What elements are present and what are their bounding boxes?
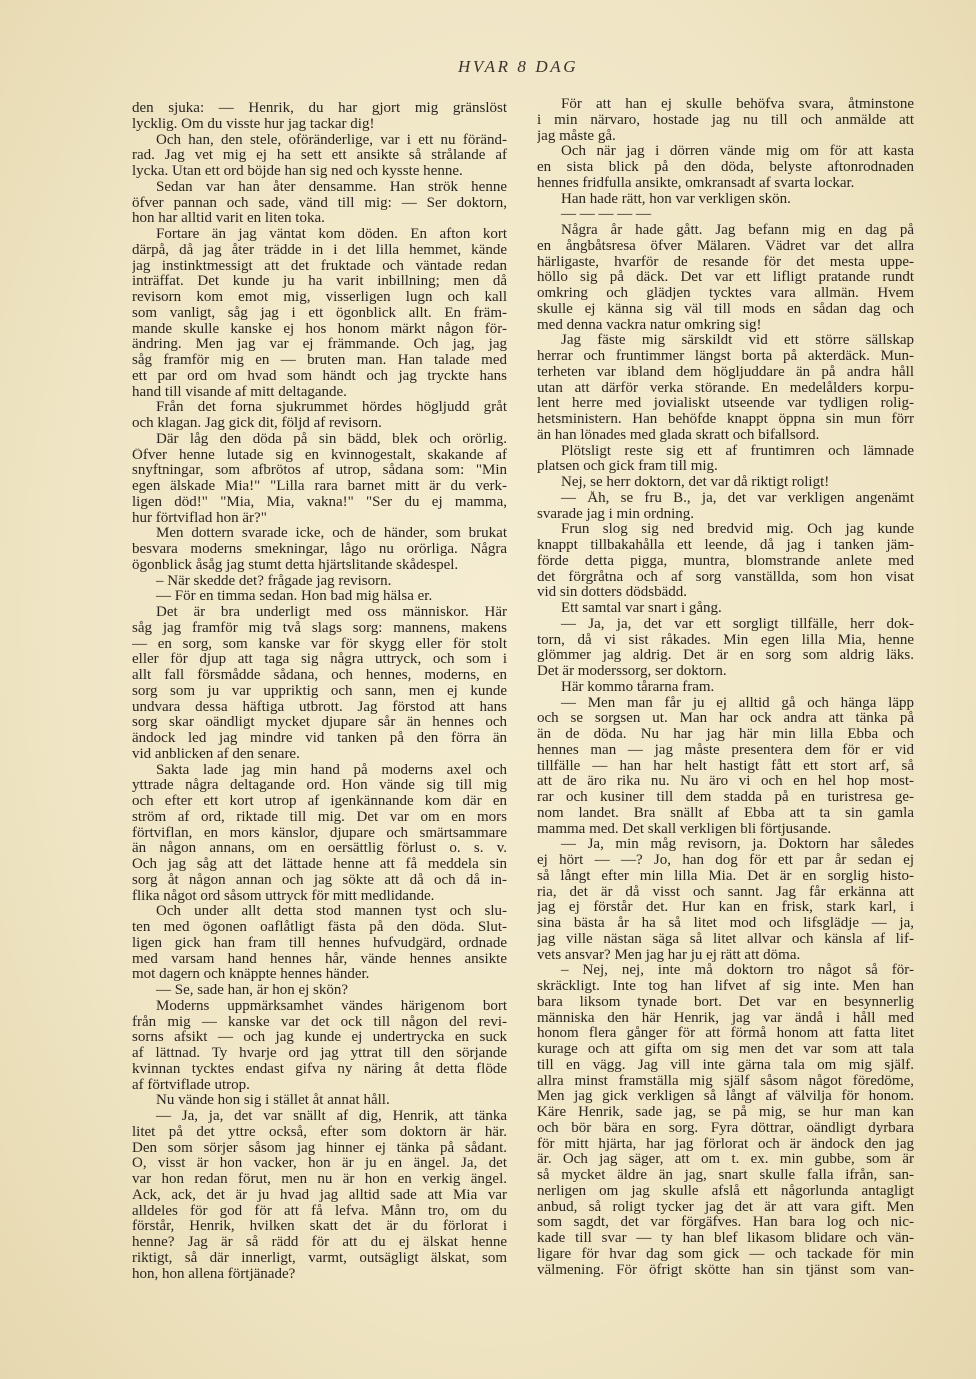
text-line: knappt tillbakahålla ett leende, då jag i tanken jäm- xyxy=(537,538,914,553)
text-line: jag måste gå. xyxy=(537,128,616,144)
text-line: lycklig. Om du visste hur jag tackar dig! xyxy=(132,116,375,132)
text-line: jag ej förstår det. Hur kan en frisk, stark karl, i xyxy=(537,900,914,916)
text-line: Men jag gick verkligen så långt af välvilja för honom. xyxy=(537,1089,914,1105)
text-line: O, visst är hon vacker, hon är ju en ängel. Ja, det xyxy=(132,1156,507,1172)
text-line: ten med ögonen oaflåtligt fästa på den döda. Slut- xyxy=(132,920,507,935)
paragraph xyxy=(537,963,914,1278)
text-line: Nej, se herr doktorn, det var då riktigt roligt! xyxy=(561,475,830,490)
text-line: att de äro rika nu. Nu äro vi och en hel hop most- xyxy=(537,774,914,790)
paragraph xyxy=(132,983,507,999)
running-header: HVAR 8 DAG xyxy=(458,57,579,76)
text-line: höllo sig på däck. Det var ett lifligt pratande rundt xyxy=(537,270,914,286)
text-line: Frun slog sig ned bredvid mig. Och jag kunde xyxy=(561,522,914,538)
paragraph xyxy=(132,1093,507,1109)
text-line: är. Och jag säger, att om t. ex. min gubbe, som är xyxy=(537,1152,914,1168)
text-line: ligen gick han fram till hennes hufvudgärd, ordnade xyxy=(132,935,507,951)
text-line: vid anblicken af den senare. xyxy=(132,746,300,762)
text-line: Och när jag i dörren vände mig om för att kasta xyxy=(561,144,914,160)
text-line: med denna vackra natur omkring sig! xyxy=(537,317,762,333)
text-line: tillfälle — han har helt hastigt fått ett stort arf, så xyxy=(537,758,914,774)
text-line: ligen död!" "Mia, Mia, vakna!" "Ser du ej mamma, xyxy=(132,494,507,510)
text-line: Sakta lade jag min hand på moderns axel och xyxy=(156,762,507,778)
text-line: Fortare än jag väntat kom döden. En afton kort xyxy=(156,227,507,242)
text-line: och efter ett kort utrop af igenkännande kom där en xyxy=(132,794,507,809)
text-line: nom landet. Bra snällt af Ebba att ta sin gamla xyxy=(537,805,914,821)
text-line: det förgråtna och af sorg vanställda, som hon visat xyxy=(537,569,914,585)
text-line: till en vägg. Jag vill inte gärna tala om mig själf. xyxy=(537,1057,914,1073)
text-line: Den som sörjer såsom jag hinner ej tänka på sådant. xyxy=(132,1140,507,1156)
text-line: — en sorg, som kanske var för skygg eller för stolt xyxy=(132,636,507,652)
text-line: därpå, då jag åter trädde in i det lilla hemmet, kände xyxy=(132,242,507,258)
paragraph xyxy=(537,333,914,443)
text-line: Från det forna sjukrummet hördes högljudd gråt xyxy=(156,400,507,416)
text-line: än han lönades med glada skratt och bifallsord. xyxy=(537,427,820,443)
text-line: från mig — kanske var det ock till någon del revi- xyxy=(132,1014,507,1030)
text-line: mot dagern och knäppte hennes händer. xyxy=(132,967,370,983)
text-line: henne? Jag är så rädd för att du ej älskat henne xyxy=(132,1235,507,1250)
paragraph xyxy=(132,574,507,590)
text-line: Öfver henne lutade sig en kvinnogestalt, skakande af xyxy=(132,447,507,463)
text-line: hennes man — jag måste presentera dem för er vid xyxy=(537,742,914,758)
text-line: — — — — — xyxy=(561,207,651,223)
text-line: än någon annans, om en oersättlig förlust o. s. v. xyxy=(132,841,507,857)
text-line: Men dottern svarade icke, och de händer, som brukat xyxy=(156,526,507,542)
paragraph xyxy=(132,589,507,605)
text-line: sorg skar oändligt mycket djupare sår än hennes och xyxy=(132,715,507,731)
text-line: hand till visande af mitt deltagande. xyxy=(132,384,347,400)
paragraph xyxy=(537,522,914,601)
text-line: eller för djup att taga sig några uttryck, och som i xyxy=(132,652,507,668)
paragraph xyxy=(537,192,914,208)
text-line: anbud, så roligt tycker jag det är att vara gift. Men xyxy=(537,1199,914,1215)
paragraph xyxy=(132,526,507,573)
paragraph xyxy=(132,605,507,763)
text-line: mande skulle kanske ej hos honom märkt någon för- xyxy=(132,321,507,337)
text-line: Här kommo tårarna fram. xyxy=(561,679,715,695)
text-line: förtviflan, en mors känslor, djupare och smärtsammare xyxy=(132,825,507,841)
text-line: var hon redan förut, men nu är hon en verkig ängel. xyxy=(132,1172,507,1187)
paragraph xyxy=(132,227,507,400)
text-line: Jag fäste mig särskildt vid ett större sällskap xyxy=(561,333,914,349)
text-line: Käre Henrik, sade jag, se på mig, se hur man kan xyxy=(537,1105,914,1120)
text-line: undvara dessa häftiga utbrott. Jag förstod att hans xyxy=(132,699,507,715)
text-line: utan att därför verka störande. En medelålders korpu- xyxy=(537,380,914,396)
text-line: så långt efter min lilla Mia. Det är en sorglig histo- xyxy=(537,868,914,884)
text-line: och se sorgsen ut. Man har ock andra att tänka på xyxy=(537,711,914,727)
text-line: välmening. För öfrigt skötte han sin tjänst som van- xyxy=(537,1262,914,1278)
text-line: ej hört — —? Jo, han dog för ett par år sedan ej xyxy=(537,853,914,868)
paragraph xyxy=(537,837,914,963)
paragraph xyxy=(537,223,914,333)
text-line: Och han, den stele, oföränderlige, var i ett nu föränd- xyxy=(156,132,507,148)
text-line: rad. Jag vet mig ej ha sett ett ansikte så strålande af xyxy=(132,148,507,164)
text-line: sina bästa år ha så litet mod och lifsglädje — ja, xyxy=(537,916,914,931)
paragraph xyxy=(537,444,914,476)
text-line: Det är bra underligt med oss människor. Här xyxy=(156,605,507,620)
text-line: allra minst framställa mig själf såsom något föredöme, xyxy=(537,1073,914,1089)
paragraph xyxy=(132,133,507,180)
paragraph xyxy=(132,763,507,905)
text-line: vid sin dotters dödsbädd. xyxy=(537,585,687,601)
paragraph xyxy=(537,491,914,523)
text-line: jag ville nästan säga så litet allvar och känsla af lif- xyxy=(537,931,914,947)
text-line: och klagan. Jag gick dit, följd af revisorn. xyxy=(132,416,382,431)
paragraph xyxy=(132,1109,507,1282)
text-line: såg framför mig en — bruten man. Han talade med xyxy=(132,353,507,368)
text-line: en ångbåtsresa öfver Mälaren. Vädret var det allra xyxy=(537,238,914,254)
paragraph xyxy=(537,144,914,191)
text-line: kade till svar — ty han blef likasom blidare och vän- xyxy=(537,1231,914,1246)
text-line: Där låg den döda på sin bädd, blek och orörlig. xyxy=(156,431,507,447)
text-line: öfver pannan och sade, vänd till mig: — Ser doktorn, xyxy=(132,195,507,211)
text-line: hon, hon allena förtjänade? xyxy=(132,1266,296,1282)
text-line: nerligen om jag skulle afslå ett någorlunda antagligt xyxy=(537,1183,914,1199)
paragraph xyxy=(132,180,507,227)
text-line: glömmer jag aldrig. Det är en sorg som aldrig läks. xyxy=(537,648,914,664)
paragraph xyxy=(537,207,914,223)
text-line: rar och kusiner till dem stadda på en turistresa ge- xyxy=(537,790,914,805)
text-line: Det är moderssorg, ser doktorn. xyxy=(537,664,727,679)
text-line: – När skedde det? frågade jag revisorn. xyxy=(156,573,392,589)
text-line: Plötsligt reste sig ett af fruntimren och lämnade xyxy=(561,443,914,459)
text-line: lent herre med jovialiskt utseende var tydligen rolig- xyxy=(537,396,914,412)
paragraph xyxy=(132,999,507,1094)
paragraph xyxy=(132,400,507,432)
text-line: omkring och glädjen tycktes vara allmän. Hvem xyxy=(537,286,914,301)
text-line: af förtviflade utrop. xyxy=(132,1077,250,1093)
text-line: människa den här Henrik, jag var ändå i håll med xyxy=(537,1010,914,1026)
text-line: den sjuka: — Henrik, du har gjort mig gränslöst xyxy=(132,101,507,116)
text-line: Nu vände hon sig i stället åt annat håll. xyxy=(156,1093,390,1109)
text-line: jag instinktmessigt att det fruktade och väntade redan xyxy=(132,258,507,274)
text-line: sorg åt någon annan och jag sökte att då och då in- xyxy=(132,872,507,888)
text-line: med varsam hand hennes hår, vände hennes ansikte xyxy=(132,951,507,967)
text-line: — Men man får ju ej alltid gå och hänga läpp xyxy=(561,695,914,711)
text-line: besvara moderns smekningar, lågo nu orörliga. Några xyxy=(132,542,507,557)
text-line: hetsministern. Han behöfde knappt öppna sin mun förr xyxy=(537,412,914,427)
text-line: lycka. Utan ett ord böjde han sig ned och kysste henne. xyxy=(132,164,463,179)
text-line: kvinnan tycktes endast gifva ny näring åt detta flöde xyxy=(132,1061,507,1077)
text-line: Han hade rätt, hon var verkligen skön. xyxy=(561,191,791,207)
text-line: egen älskade Mia!" "Lilla rara barnet mitt är du verk- xyxy=(132,479,507,494)
text-line: förstår, Henrik, hvilken skatt det är du förlorat i xyxy=(132,1219,507,1235)
text-line: ett par ord om hvad som händt och jag tryckte hans xyxy=(132,368,507,384)
text-line: riktigt, så där innerligt, varmt, outsägligt älskat, som xyxy=(132,1250,507,1266)
text-line: allt fall försmådde sådana, och hennes, moderns, en xyxy=(132,668,507,683)
text-line: som sagdt, det var förgäfves. Han bara log och nic- xyxy=(537,1215,914,1231)
text-line: Moderns uppmärksamhet vändes härigenom bort xyxy=(156,998,507,1014)
paragraph xyxy=(132,101,507,133)
text-line: vets ansvar? Men jag har ju ej rätt att döma. xyxy=(537,947,801,963)
text-line: ligare för hvar dag som gick — och tackade för min xyxy=(537,1246,914,1262)
text-line: inträffat. Det kunde ju ha varit inbillning; men då xyxy=(132,274,507,290)
text-line: Och jag såg att det lättade henne att få meddela sin xyxy=(132,857,507,872)
text-line: yttrade några deltagande ord. Hon vände sig till mig xyxy=(132,778,507,794)
text-line: litet på det yttre också, efter som doktorn är här. xyxy=(132,1124,507,1140)
text-line: platsen och gick fram till mig. xyxy=(537,459,718,475)
text-line: — Åh, se fru B., ja, det var verkligen angenämt xyxy=(561,490,914,506)
text-line: hon har alltid varit en liten toka. xyxy=(132,211,325,227)
text-line: hur förtviflad hon är?" xyxy=(132,510,267,526)
text-line: för mitt hjärta, har jag förlorat och är ändock den jag xyxy=(537,1136,914,1152)
text-line: som vanligt, såg jag i ett ögonblick allt. En främ- xyxy=(132,305,507,321)
paragraph xyxy=(537,680,914,696)
text-line: än de döda. Nu har jag här min lilla Ebba och xyxy=(537,727,914,742)
text-line: — Ja, min måg revisorn, ja. Doktorn har således xyxy=(561,837,914,853)
text-line: – Nej, nej, inte må doktorn tro något så för- xyxy=(561,963,914,979)
paragraph xyxy=(537,601,914,617)
text-line: af lättnad. Ty hvarje ord jag yttrat till den sörjande xyxy=(132,1046,507,1061)
text-line: bara liksom tynade bort. Det var en besynnerlig xyxy=(537,994,914,1010)
text-line: Och under allt detta stod mannen tyst och slu- xyxy=(156,904,507,920)
text-line: och bör bära en sorg. Fyra döttrar, oändligt dyrbara xyxy=(537,1120,914,1136)
text-line: en sista blick på den döda, belyste aftonrodnaden xyxy=(537,160,914,175)
text-line: förde detta pigga, muntra, blomstrande anlete med xyxy=(537,553,914,569)
text-line: torn, då vi sist råkades. Min egen lilla Mia, henne xyxy=(537,632,914,648)
text-line: Ack, ack, det är ju hvad jag alltid sade att Mia var xyxy=(132,1187,507,1203)
text-line: — För en timma sedan. Hon bad mig hälsa er. xyxy=(156,589,433,605)
paragraph xyxy=(132,432,507,527)
paragraph xyxy=(132,904,507,983)
text-line: Sedan var han åter densamme. Han strök henne xyxy=(156,179,507,195)
paragraph xyxy=(537,696,914,838)
text-line: sorg som ju var uppriktig och sann, men ej kunde xyxy=(132,683,507,699)
text-line: såg jag framför mig två slags sorg: mannens, makens xyxy=(132,620,507,636)
text-line: ria, det är då visst och sannt. Jag får erkänna att xyxy=(537,884,914,900)
left-column xyxy=(132,101,507,1282)
text-line: ström af ord, riktade till mig. Det var om en mors xyxy=(132,809,507,825)
text-line: revisorn kom emot mig, visserligen lugn och kall xyxy=(132,290,507,305)
text-line: kurage och att gifta om sig men det var som att tala xyxy=(537,1042,914,1057)
text-line: snyftningar, som afbrötos af utrop, sådana som: "Min xyxy=(132,463,507,479)
paragraph xyxy=(537,617,914,680)
paragraph xyxy=(537,475,914,491)
text-line: — Ja, ja, det var ett sorgligt tillfälle, herr dok- xyxy=(561,616,914,632)
text-line: ögonblick åsåg jag stumt detta hjärtslitande skådespel. xyxy=(132,557,459,573)
text-line: härligaste, hvarför de resande för det mesta uppe- xyxy=(537,254,914,270)
text-line: Några år hade gått. Jag befann mig en dag på xyxy=(561,223,914,238)
text-line: mamma med. Det skall verkligen bli förtjusande. xyxy=(537,821,832,837)
text-line: sorns afsikt — och jag kunde ej undertrycka en suck xyxy=(132,1030,507,1046)
text-line: ändring. Men jag var ej främmande. Och jag, jag xyxy=(132,337,507,353)
text-line: i min närvaro, hostade jag nu till och anmälde att xyxy=(537,112,914,128)
text-line: skräckligt. Inte tog han lifvet af sig inte. Men han xyxy=(537,979,914,994)
text-line: alldeles för god för att få lefva. Månn tro, om du xyxy=(132,1203,507,1219)
text-line: flika något ord såsom uttryck för mitt medlidande. xyxy=(132,888,435,904)
text-line: herrar och fruntimmer längst borta på akterdäck. Mun- xyxy=(537,349,914,364)
text-line: För att han ej skulle behöfva svara, åtminstone xyxy=(561,97,914,112)
text-line: ändock led jag mindre vid tanken på den förra än xyxy=(132,731,507,746)
paragraph xyxy=(537,97,914,144)
text-line: — Se, sade han, är hon ej skön? xyxy=(156,983,349,998)
text-line: terheten var ibland dem högljuddare än på andra håll xyxy=(537,364,914,380)
text-line: Ett samtal var snart i gång. xyxy=(561,601,722,616)
text-line: svarade jag i min ordning. xyxy=(537,506,695,522)
text-line: hennes fridfulla ansikte, omkransadt af svarta lockar. xyxy=(537,175,855,191)
text-line: skulle ej känna sig väl till mods en sådan dag och xyxy=(537,301,914,317)
text-line: honom flera gånger för att förmå honom att fatta litet xyxy=(537,1026,914,1042)
text-line: så mycket äldre än jag, snart skulle falla ifrån, san- xyxy=(537,1168,914,1183)
right-column xyxy=(537,97,914,1278)
text-line: — Ja, ja, det var snällt af dig, Henrik, att tänka xyxy=(156,1109,507,1124)
